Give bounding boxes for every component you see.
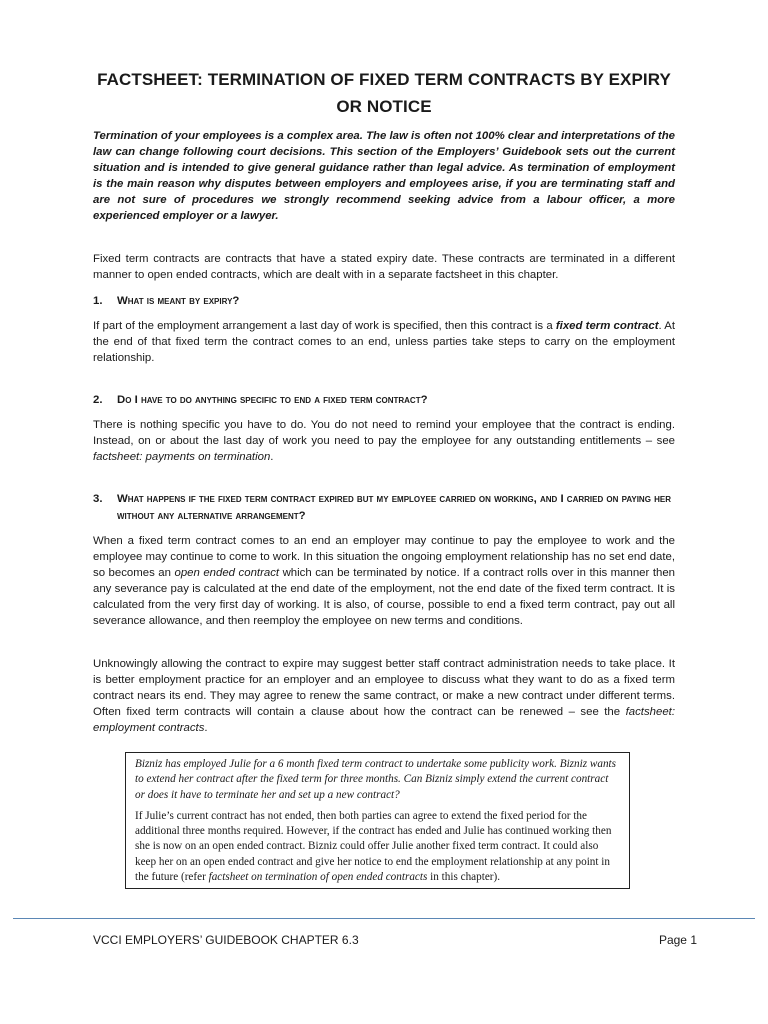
section-2-number: 2. bbox=[93, 394, 103, 406]
section-1-number: 1. bbox=[93, 295, 103, 307]
section-2-title: Do I have to do anything specific to end a fixed term contract? bbox=[117, 394, 428, 406]
section-2-heading bbox=[93, 392, 675, 408]
page-number: Page 1 bbox=[658, 933, 697, 947]
section-2-paragraph: There is nothing specific you have to do. You do not need to remind your employee that the contract is ending. Instead, on or about the last day of work you need to pay the employee for any outstanding entitlements – see factsheet: payments on termination. bbox=[93, 419, 675, 464]
section-1-paragraph: If part of the employment arrangement a last day of work is specified, then this contract is a fixed term contract. At the end of that fixed term the contract comes to an end, unless parties take steps to carry on the employment relationship. bbox=[93, 320, 676, 365]
example-question: Bizniz has employed Julie for a 6 month fixed term contract to undertake some publicity work. Bizniz wants to extend her contract after the fixed term for three months. Can Bizniz simply extend the current contract or does it have to terminate her and set up a new contract? bbox=[135, 758, 616, 801]
section-3-paragraph-1: When a fixed term contract comes to an end an employer may continue to pay the employee to work and the employee may continue to come to work. In this situation the ongoing employment relationship has no set end date, so becomes an open ended contract which can be terminated by notice. If a contract rolls over in this manner then any severance pay is calculated at the end date of the employment, not the end date of the fixed term contract. It is calculated from the very first day of working. It is also, of course, possible to end a fixed term contract, pay out all severance allowance, and then reemploy the employee on new terms and conditions. bbox=[93, 535, 675, 628]
section-3-title: What happens if the fixed term contract expired but my employee carried on working, and I carried on paying her without any alternative arrangement? bbox=[117, 493, 671, 522]
section-3-number: 3. bbox=[93, 493, 103, 505]
example-box bbox=[125, 752, 630, 889]
section-1-title: What is meant by expiry? bbox=[117, 295, 240, 307]
footer-chapter-label: VCCI EMPLOYERS’ GUIDEBOOK CHAPTER 6.3 bbox=[93, 933, 359, 947]
title-line-1: FACTSHEET: TERMINATION OF FIXED TERM CONTRACTS BY EXPIRY bbox=[97, 70, 671, 89]
example-answer: If Julie’s current contract has not ended, then both parties can agree to extend the fixed period for the additional three months required. However, if the contract has ended and Julie has continued working then she is now on an open ended contract. Bizniz could offer Julie another fixed term contract. It could also keep her on an open ended contract and give her notice to end the employment relationship at any point in the future (refer factsheet on termination of open ended contracts in this chapter). bbox=[135, 809, 612, 884]
intro-paragraph: Termination of your employees is a complex area. The law is often not 100% clear and interpretations of the law can change following court decisions. This section of the Employers’ Guidebook sets out the current situation and is intended to give general guidance rather than legal advice. As termination of employment is the main reason why disputes between employers and employees arise, if you are terminating staff and are not sure of procedures we strongly recommend seeking advice from a labour officer, a more experienced employer or a lawyer. bbox=[93, 130, 675, 223]
section-3-paragraph-2: Unknowingly allowing the contract to expire may suggest better staff contract administration needs to take place. It is better employment practice for an employer and an employee to discuss what they want to do as a fixed term contract nears its end. They may agree to renew the same contract, or make a new contract under different terms. Often fixed term contracts will contain a clause about how the contract can be renewed – see the factsheet: employment contracts. bbox=[93, 658, 675, 735]
section-3-heading bbox=[93, 491, 675, 525]
fixed-term-paragraph: Fixed term contracts are contracts that have a stated expiry date. These contracts are terminated in a different manner to open ended contracts, which are dealt with in a separate factsheet in this chapter. bbox=[93, 253, 675, 282]
page-title bbox=[80, 66, 688, 120]
section-1-heading bbox=[93, 293, 675, 309]
title-line-2: OR NOTICE bbox=[336, 97, 432, 116]
footer-divider bbox=[13, 918, 755, 919]
